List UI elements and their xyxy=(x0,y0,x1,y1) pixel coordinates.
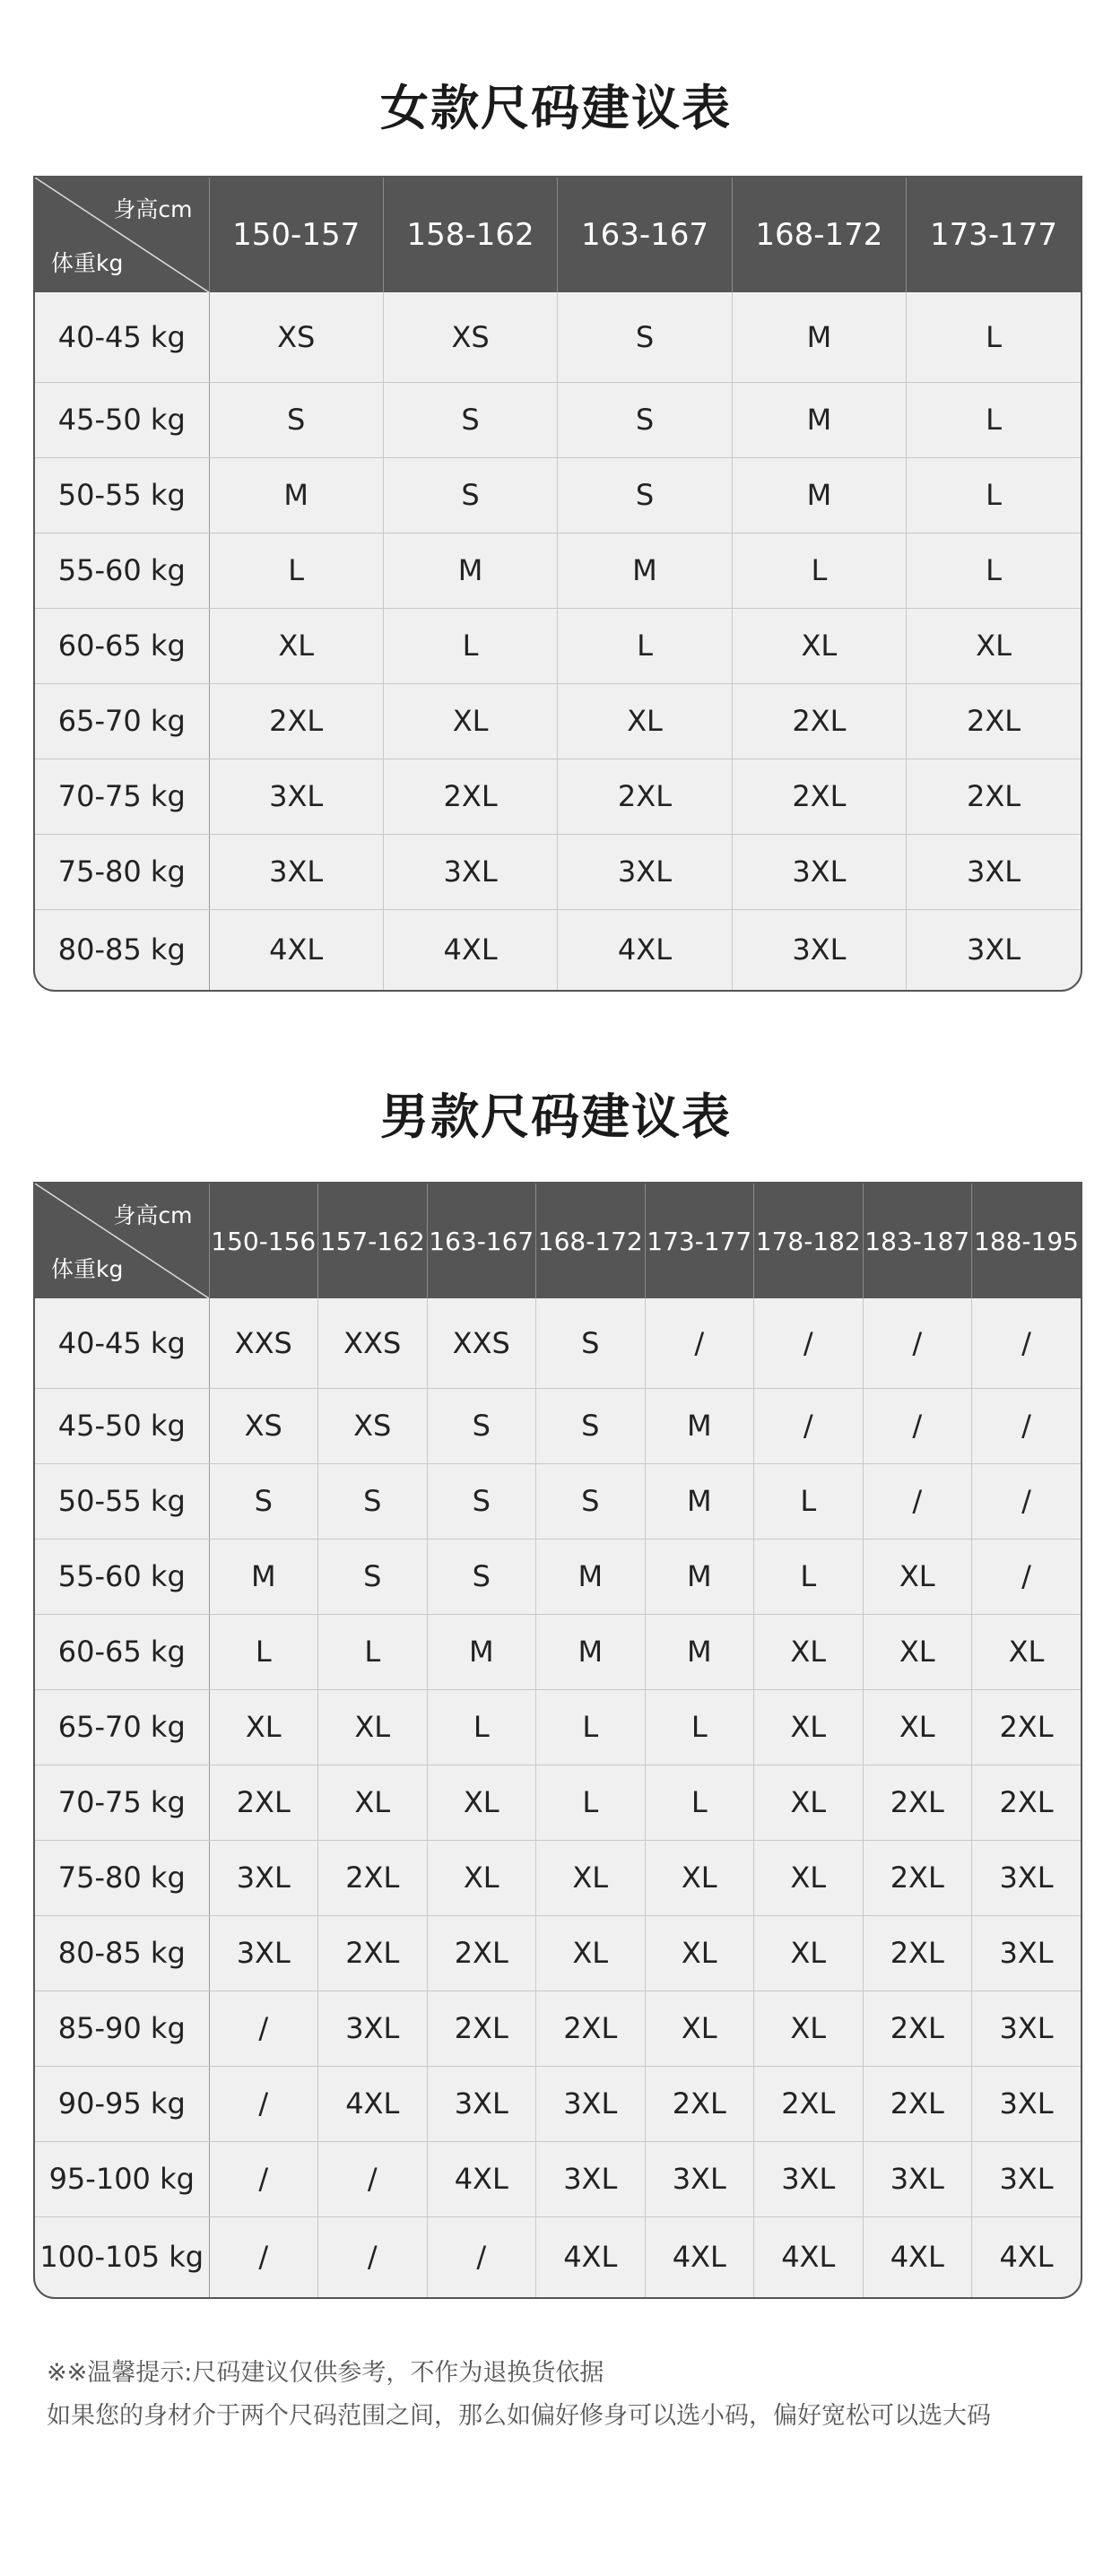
size-cell: L xyxy=(558,608,732,683)
size-cell: 4XL xyxy=(209,909,383,990)
height-range-header: 178-182 xyxy=(754,1184,864,1298)
women-size-table xyxy=(33,176,1082,992)
size-cell: XL xyxy=(754,1765,864,1840)
size-cell: 3XL xyxy=(383,834,557,909)
table-row xyxy=(35,1614,1081,1689)
height-range-header: 188-195 xyxy=(972,1184,1082,1298)
size-cell: 2XL xyxy=(732,683,906,759)
size-cell: / xyxy=(209,2066,318,2141)
size-cell: / xyxy=(427,2216,536,2297)
size-cell: 2XL xyxy=(863,2066,972,2141)
table-row xyxy=(35,1539,1081,1614)
table-row xyxy=(35,608,1081,683)
weight-range-cell: 55-60 kg xyxy=(35,1539,209,1614)
size-cell: M xyxy=(732,292,906,382)
table-row xyxy=(35,683,1081,759)
size-cell: M xyxy=(209,457,383,533)
weight-range-cell: 95-100 kg xyxy=(35,2141,209,2216)
table-row xyxy=(35,457,1081,533)
header-row xyxy=(35,178,1081,292)
weight-range-cell: 80-85 kg xyxy=(35,1915,209,1991)
height-range-header: 163-167 xyxy=(558,178,732,292)
size-cell: XL xyxy=(558,683,732,759)
size-cell: L xyxy=(427,1689,536,1765)
weight-range-cell: 80-85 kg xyxy=(35,909,209,990)
size-cell: 3XL xyxy=(972,1840,1082,1915)
size-cell: 2XL xyxy=(209,1765,318,1840)
size-cell: 2XL xyxy=(558,759,732,834)
weight-range-cell: 40-45 kg xyxy=(35,292,209,382)
size-cell: 2XL xyxy=(754,2066,864,2141)
size-cell: XL xyxy=(318,1689,428,1765)
size-cell: / xyxy=(318,2216,428,2297)
size-cell: M xyxy=(209,1539,318,1614)
size-cell: 2XL xyxy=(427,1915,536,1991)
size-cell: 2XL xyxy=(863,1991,972,2066)
size-cell: 3XL xyxy=(754,2141,864,2216)
size-cell: L xyxy=(209,1614,318,1689)
table-row xyxy=(35,909,1081,990)
table-row xyxy=(35,2141,1081,2216)
size-cell: / xyxy=(863,1463,972,1539)
table-row xyxy=(35,1840,1081,1915)
height-range-header: 150-156 xyxy=(209,1184,318,1298)
size-cell: 2XL xyxy=(863,1840,972,1915)
corner-header xyxy=(35,178,209,292)
size-cell: 3XL xyxy=(972,1915,1082,1991)
table-row xyxy=(35,1298,1081,1388)
size-cell: 3XL xyxy=(209,759,383,834)
table-row xyxy=(35,382,1081,457)
size-cell: 4XL xyxy=(999,2240,1054,2275)
size-cell: / xyxy=(209,2141,318,2216)
size-cell: L xyxy=(907,292,1081,382)
weight-range-cell: 50-55 kg xyxy=(35,457,209,533)
size-cell: / xyxy=(972,1463,1082,1539)
size-cell: S xyxy=(558,292,732,382)
size-cell: L xyxy=(907,533,1081,608)
size-cell: XL xyxy=(645,1915,754,1991)
weight-axis-label: 体重kg xyxy=(51,1256,124,1282)
size-cell: / xyxy=(972,1539,1082,1614)
size-cell: XL xyxy=(863,1614,972,1689)
table-row xyxy=(35,2066,1081,2141)
size-cell: M xyxy=(558,533,732,608)
table-row xyxy=(35,1689,1081,1765)
size-cell: M xyxy=(645,1388,754,1463)
size-cell: / xyxy=(645,1298,754,1388)
size-cell: XL xyxy=(972,1614,1082,1689)
size-cell: / xyxy=(318,2141,428,2216)
table-row xyxy=(35,1915,1081,1991)
table-row xyxy=(35,292,1081,382)
size-cell: S xyxy=(427,1388,536,1463)
size-cell: 3XL xyxy=(558,834,732,909)
men-size-table xyxy=(33,1182,1082,2299)
size-cell: M xyxy=(427,1614,536,1689)
size-cell: 3XL xyxy=(209,834,383,909)
size-cell: / xyxy=(972,1298,1082,1388)
weight-range-cell: 40-45 kg xyxy=(35,1298,209,1388)
size-cell: 3XL xyxy=(732,834,906,909)
size-cell: XL xyxy=(383,683,557,759)
size-cell: S xyxy=(318,1463,428,1539)
size-cell: XL xyxy=(863,1539,972,1614)
size-cell: S xyxy=(209,382,383,457)
header-row xyxy=(35,1184,1081,1298)
size-cell: XL xyxy=(536,1840,646,1915)
size-cell: S xyxy=(536,1388,646,1463)
table-row xyxy=(35,834,1081,909)
height-axis-label: 身高cm xyxy=(113,196,193,222)
weight-range-cell: 75-80 kg xyxy=(35,834,209,909)
size-cell: S xyxy=(209,1463,318,1539)
size-cell: L xyxy=(536,1689,646,1765)
size-cell: M xyxy=(536,1614,646,1689)
size-cell: XL xyxy=(645,1991,754,2066)
size-cell: 3XL xyxy=(732,909,906,990)
size-cell: 3XL xyxy=(907,834,1081,909)
height-range-header: 163-167 xyxy=(427,1184,536,1298)
weight-range-cell: 50-55 kg xyxy=(35,1463,209,1539)
size-cell: S xyxy=(536,1463,646,1539)
size-cell: XS xyxy=(209,292,383,382)
size-cell: / xyxy=(972,1388,1082,1463)
size-cell: XL xyxy=(427,1765,536,1840)
size-cell: S xyxy=(383,457,557,533)
size-cell: XL xyxy=(907,608,1081,683)
weight-range-cell: 85-90 kg xyxy=(35,1991,209,2066)
size-cell: 3XL xyxy=(209,1840,318,1915)
height-range-header: 157-162 xyxy=(318,1184,428,1298)
weight-range-cell: 60-65 kg xyxy=(35,608,209,683)
size-cell: M xyxy=(645,1614,754,1689)
size-cell: 3XL xyxy=(536,2141,646,2216)
size-cell: L xyxy=(907,382,1081,457)
size-cell: 4XL xyxy=(536,2216,646,2297)
weight-range-cell: 100-105 kg xyxy=(35,2216,209,2297)
size-cell: 4XL xyxy=(318,2066,428,2141)
size-cell: XL xyxy=(754,1991,864,2066)
size-cell: 2XL xyxy=(972,1689,1082,1765)
size-cell: S xyxy=(427,1463,536,1539)
size-cell: XL xyxy=(427,1840,536,1915)
size-cell: 3XL xyxy=(209,1915,318,1991)
size-cell: XXS xyxy=(318,1298,428,1388)
height-axis-label: 身高cm xyxy=(113,1202,193,1228)
height-range-header: 168-172 xyxy=(536,1184,646,1298)
table-row xyxy=(35,533,1081,608)
weight-range-cell: 70-75 kg xyxy=(35,1765,209,1840)
size-cell: 2XL xyxy=(863,1915,972,1991)
size-cell: L xyxy=(536,1765,646,1840)
weight-range-cell: 70-75 kg xyxy=(35,759,209,834)
table-row xyxy=(35,1991,1081,2066)
size-cell: M xyxy=(645,1539,754,1614)
men-size-title: 男款尺码建议表 xyxy=(380,1089,732,1145)
size-cell: XL xyxy=(754,1689,864,1765)
size-cell: XL xyxy=(754,1614,864,1689)
size-cell: 4XL xyxy=(863,2216,972,2297)
size-cell: M xyxy=(732,382,906,457)
size-cell: 2XL xyxy=(536,1991,646,2066)
weight-range-cell: 75-80 kg xyxy=(35,1840,209,1915)
size-cell: M xyxy=(645,1463,754,1539)
size-cell: L xyxy=(732,533,906,608)
size-cell: XXS xyxy=(209,1298,318,1388)
size-cell: 2XL xyxy=(318,1840,428,1915)
size-cell: 4XL xyxy=(754,2216,864,2297)
size-cell: XL xyxy=(209,1689,318,1765)
size-cell: / xyxy=(209,2216,318,2297)
weight-range-cell: 55-60 kg xyxy=(35,533,209,608)
size-cell: 3XL xyxy=(645,2141,754,2216)
size-cell: 2XL xyxy=(383,759,557,834)
size-cell: L xyxy=(209,533,383,608)
size-cell: 2XL xyxy=(209,683,383,759)
size-cell: M xyxy=(383,533,557,608)
size-cell: 2XL xyxy=(907,759,1081,834)
table-row xyxy=(35,1388,1081,1463)
size-cell: / xyxy=(754,1298,864,1388)
size-cell: S xyxy=(558,457,732,533)
corner-header xyxy=(35,1184,209,1298)
size-cell: L xyxy=(645,1689,754,1765)
size-cell: XL xyxy=(732,608,906,683)
size-cell: / xyxy=(863,1298,972,1388)
size-cell: 4XL xyxy=(427,2141,536,2216)
size-cell: 2XL xyxy=(863,1765,972,1840)
size-cell: 2XL xyxy=(645,2066,754,2141)
table-row xyxy=(35,2216,1081,2297)
size-cell: S xyxy=(536,1298,646,1388)
size-cell: S xyxy=(318,1539,428,1614)
size-cell: 4XL xyxy=(558,909,732,990)
size-cell: 4XL xyxy=(645,2216,754,2297)
size-cell: 4XL xyxy=(383,909,557,990)
size-cell: 2XL xyxy=(318,1915,428,1991)
size-cell: XL xyxy=(754,1840,864,1915)
size-cell: L xyxy=(645,1765,754,1840)
women-size-title: 女款尺码建议表 xyxy=(380,80,732,136)
fit-advice-note: 如果您的身材介于两个尺码范围之间，那么如偏好修身可以选小码，偏好宽松可以选大码 xyxy=(47,2402,991,2430)
height-range-header: 173-177 xyxy=(907,178,1081,292)
size-cell: / xyxy=(209,1991,318,2066)
weight-range-cell: 60-65 kg xyxy=(35,1614,209,1689)
size-cell: L xyxy=(907,457,1081,533)
size-cell: 3XL xyxy=(536,2066,646,2141)
size-cell: 3XL xyxy=(972,1991,1082,2066)
height-range-header: 168-172 xyxy=(732,178,906,292)
size-cell: M xyxy=(732,457,906,533)
size-cell: XS xyxy=(209,1388,318,1463)
size-cell: M xyxy=(536,1539,646,1614)
size-cell: / xyxy=(754,1388,864,1463)
size-cell: 3XL xyxy=(318,1991,428,2066)
size-cell: 3XL xyxy=(427,2066,536,2141)
weight-range-cell: 45-50 kg xyxy=(35,1388,209,1463)
size-cell: 3XL xyxy=(972,2141,1082,2216)
weight-range-cell: 45-50 kg xyxy=(35,382,209,457)
size-cell: 2XL xyxy=(972,1765,1082,1840)
size-cell: 2XL xyxy=(907,683,1081,759)
size-cell: L xyxy=(754,1463,864,1539)
size-cell: 3XL xyxy=(972,2066,1082,2141)
weight-axis-label: 体重kg xyxy=(51,250,124,276)
height-range-header: 183-187 xyxy=(863,1184,972,1298)
size-cell: / xyxy=(863,1388,972,1463)
weight-range-cell: 65-70 kg xyxy=(35,683,209,759)
size-cell: L xyxy=(383,608,557,683)
size-cell: XL xyxy=(754,1915,864,1991)
height-range-header: 150-157 xyxy=(209,178,383,292)
size-cell: XL xyxy=(209,608,383,683)
size-cell: XL xyxy=(645,1840,754,1915)
size-cell: 2XL xyxy=(732,759,906,834)
size-cell: 3XL xyxy=(863,2141,972,2216)
size-cell: S xyxy=(383,382,557,457)
weight-range-cell: 90-95 kg xyxy=(35,2066,209,2141)
table-row xyxy=(35,1765,1081,1840)
size-cell: XS xyxy=(383,292,557,382)
size-cell: S xyxy=(558,382,732,457)
size-cell: XL xyxy=(863,1689,972,1765)
height-range-header: 158-162 xyxy=(383,178,557,292)
tip-note: ※※温馨提示:尺码建议仅供参考，不作为退换货依据 xyxy=(47,2359,604,2387)
size-cell: 2XL xyxy=(427,1991,536,2066)
size-cell: XL xyxy=(536,1915,646,1991)
weight-range-cell: 65-70 kg xyxy=(35,1689,209,1765)
table-row xyxy=(35,1463,1081,1539)
size-cell: 3XL xyxy=(966,932,1021,967)
size-cell: L xyxy=(318,1614,428,1689)
size-cell: S xyxy=(427,1539,536,1614)
size-cell: XXS xyxy=(427,1298,536,1388)
size-cell: XL xyxy=(318,1765,428,1840)
height-range-header: 173-177 xyxy=(645,1184,754,1298)
size-cell: XS xyxy=(318,1388,428,1463)
table-row xyxy=(35,759,1081,834)
size-cell: L xyxy=(754,1539,864,1614)
